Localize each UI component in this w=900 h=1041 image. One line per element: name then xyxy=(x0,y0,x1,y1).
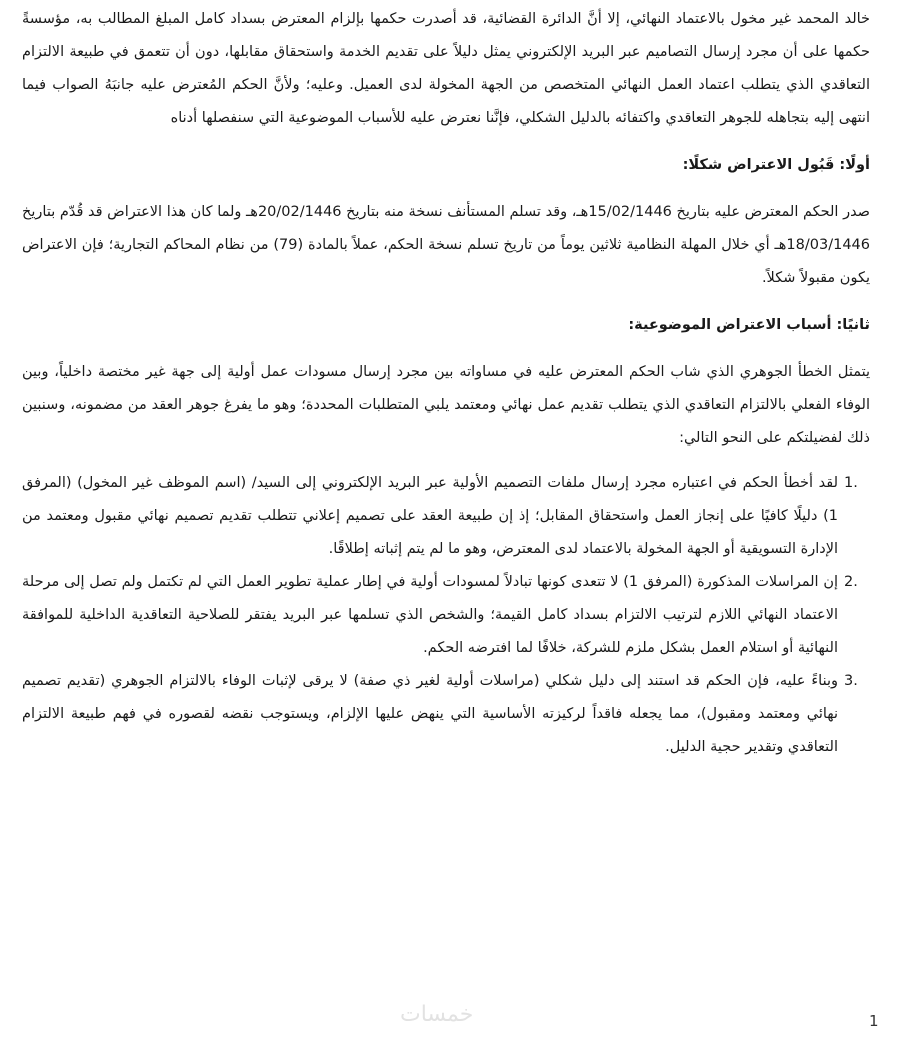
list-item xyxy=(22,566,858,665)
list-item-number: 3. xyxy=(844,673,858,689)
intro-paragraph: خالد المحمد غير مخول بالاعتماد النهائي، إلا أنَّ الدائرة القضائية، قد أصدرت حكمها بإلزام المعترض بسداد كامل المبلغ المطالب به، مؤسسةً حكمها على أن مجرد إرسال التصاميم عبر البريد الإلكتروني يمثل دليلاً على تقديم الخدمة واستحقاق مقابلها، دون أن تتعمق في طبيعة الالتزام التعاقدي الذي يتطلب اعتماد العمل النهائي المتخصص من الجهة المخولة لدى العميل. وعليه؛ ولأنَّ الحكم المُعترض عليه جانبَهُ الصواب فيما انتهى إليه بتجاهله للجوهر التعاقدي واكتفائه بالدليل الشكلي، فإنَّنا نعترض عليه للأسباب الموضوعية التي سنفصلها أدناه xyxy=(22,11,870,126)
substantive-reasons-paragraph: يتمثل الخطأ الجوهري الذي شاب الحكم المعترض عليه في مساواته بين مجرد إرسال مسودات عمل أولية إلى جهة غير مختصة داخلياً، وبين الوفاء الفعلي بالالتزام التعاقدي الذي يتطلب تقديم عمل نهائي ومعتمد يلبي المتطلبات المحددة؛ وهو ما يفرغ جوهر العقد من مضمونه، وسنبين ذلك لفضيلتكم على النحو التالي: xyxy=(22,364,870,446)
section-heading-formal-acceptance: أولًا: قَبُول الاعتراض شكلًا: xyxy=(682,157,870,173)
list-item-text: لقد أخطأ الحكم في اعتباره مجرد إرسال ملفات التصميم الأولية عبر البريد الإلكتروني إلى السيد/ (اسم الموظف غير المخول) (المرفق 1) دليلًا كافيًا على إنجاز العمل واستحقاق المقابل؛ إذ إن طبيعة العقد على تصميم إعلاني تتطلب تقديم تصميم نهائي مقبول ومعتمد من الإدارة التسويقية أو الجهة المخولة بالاعتماد لدى المعترض، وهو ما لم يتم إثباته إطلاقًا. xyxy=(22,475,838,557)
page-number: 1 xyxy=(869,1012,879,1030)
list-item-text: إن المراسلات المذكورة (المرفق 1) لا تتعدى كونها تبادلاً لمسودات أولية في إطار عملية تطوير العمل التي لم تكتمل ولم تصل إلى مرحلة الاعتماد النهائي اللازم لترتيب الالتزام بسداد كامل القيمة؛ والشخص الذي تسلمها عبر البريد يفتقر للصلاحية التعاقدية الداخلية للموافقة النهائية أو استلام العمل بشكل ملزم للشركة، خلافًا لما افترضه الحكم. xyxy=(22,574,838,656)
list-item-text: وبناءً عليه، فإن الحكم قد استند إلى دليل شكلي (مراسلات أولية لغير ذي صفة) لا يرقى لإثبات الوفاء بالالتزام الجوهري (تقديم تصميم نهائي ومعتمد ومقبول)، مما يجعله فاقداً لركيزته الأساسية التي ينهض عليها الإلزام، ويستوجب نقضه لقصوره في فهم طبيعة الالتزام التعاقدي وتقدير حجية الدليل. xyxy=(22,673,838,755)
reasons-list xyxy=(22,467,870,764)
list-item xyxy=(22,665,858,764)
list-item-number: 1. xyxy=(844,475,858,491)
list-item-number: 2. xyxy=(844,574,858,590)
section-heading-substantive-reasons: ثانيًا: أسباب الاعتراض الموضوعية: xyxy=(628,317,870,333)
watermark: خمسات xyxy=(400,1002,474,1027)
document-page xyxy=(22,0,870,1041)
list-item xyxy=(22,467,858,566)
formal-acceptance-paragraph: صدر الحكم المعترض عليه بتاريخ 15/02/1446هـ، وقد تسلم المستأنف نسخة منه بتاريخ 20/02/1446هـ ولما كان هذا الاعتراض قد قُدّم بتاريخ 18/03/1446هـ أي خلال المهلة النظامية ثلاثين يوماً من تاريخ تسلم نسخة الحكم، عملاً بالمادة (79) من نظام المحاكم التجارية؛ فإن الاعتراض يكون مقبولاً شكلاً. xyxy=(22,204,870,286)
